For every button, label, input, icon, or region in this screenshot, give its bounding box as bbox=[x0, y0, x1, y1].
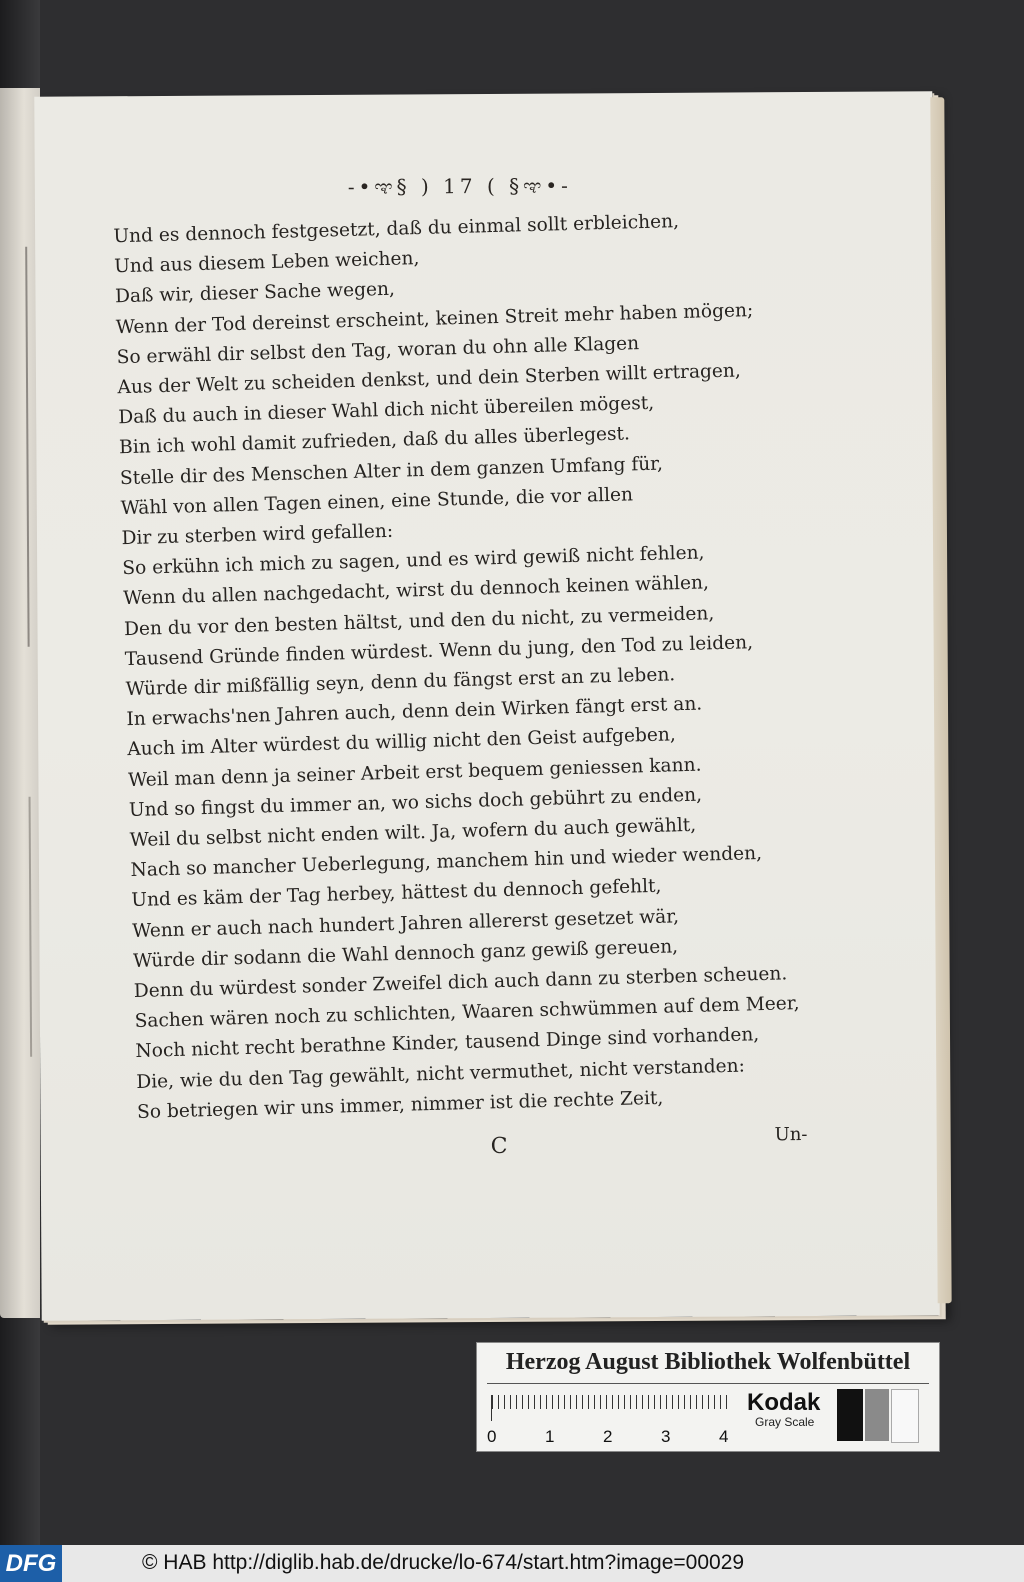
text-line: Weil du selbst nicht enden wilt. Ja, wofern du auch gewählt, bbox=[129, 814, 697, 852]
text-line: Wenn er auch nach hundert Jahren allererst gesetzet wär, bbox=[131, 905, 680, 942]
signature-mark: C bbox=[490, 1133, 508, 1159]
text-line: Wähl von allen Tagen einen, eine Stunde, die vor allen bbox=[120, 484, 634, 519]
poem-text bbox=[113, 205, 800, 1128]
text-line: Und es dennoch festgesetzt, daß du einmal sollt erbleichen, bbox=[113, 210, 680, 248]
ruler-number: 2 bbox=[603, 1427, 613, 1446]
text-line: So betriegen wir uns immer, nimmer ist die rechte Zeit, bbox=[136, 1087, 664, 1123]
text-line: Und so fingst du immer an, wo sichs doch gebührt zu enden, bbox=[128, 784, 703, 821]
white-swatch bbox=[891, 1389, 919, 1443]
catchword: Un- bbox=[774, 1124, 808, 1146]
text-line: Denn du würdest sonder Zweifel dich auch dann zu sterben scheuen. bbox=[133, 963, 788, 1003]
text-line: Den du vor den besten hältst, und den du nicht, zu vermeiden, bbox=[123, 602, 715, 640]
text-line: Und es käm der Tag herbey, hättest du dennoch gefehlt, bbox=[131, 876, 662, 912]
text-line: Bin ich wohl damit zufrieden, daß du alles überlegest. bbox=[118, 423, 631, 459]
text-line: Tausend Gründe finden würdest. Wenn du jung, den Tod zu leiden, bbox=[124, 631, 754, 670]
text-line: Dir zu sterben wird gefallen: bbox=[121, 520, 394, 550]
text-line: Daß wir, dieser Sache wegen, bbox=[114, 279, 396, 308]
text-line: Würde dir sodann die Wahl dennoch ganz gewiß gereuen, bbox=[132, 936, 679, 972]
text-line: Nach so mancher Ueberlegung, manchem hin und wieder wenden, bbox=[130, 843, 763, 882]
text-line: Wenn der Tod dereinst erscheint, keinen Streit mehr haben mögen; bbox=[115, 299, 754, 338]
gray-swatch bbox=[865, 1389, 889, 1441]
black-swatch bbox=[837, 1389, 863, 1441]
text-line: Und aus diesem Leben weichen, bbox=[113, 248, 420, 278]
text-line: Noch nicht recht berathne Kinder, tausend Dinge sind vorhanden, bbox=[135, 1024, 760, 1063]
text-line: Weil man denn ja seiner Arbeit erst bequem geniessen kann. bbox=[127, 754, 702, 791]
text-line: Sachen wären noch zu schlichten, Waaren schwümmen auf dem Meer, bbox=[134, 993, 800, 1033]
text-line: In erwachs'nen Jahren auch, denn dein Wirken fängt erst an. bbox=[126, 693, 703, 731]
book-page bbox=[34, 91, 939, 1320]
text-line: Die, wie du den Tag gewählt, nicht vermuthet, nicht verstanden: bbox=[136, 1055, 746, 1093]
text-line: Aus der Welt zu scheiden denkst, und dein Sterben willt ertragen, bbox=[117, 360, 742, 399]
text-line: So erkühn ich mich zu sagen, und es wird gewiß nicht fehlen, bbox=[122, 542, 705, 580]
text-line: Auch im Alter würdest du willig nicht den Geist aufgeben, bbox=[127, 724, 677, 761]
ruler-number: 3 bbox=[661, 1427, 671, 1446]
ruler-scale bbox=[491, 1395, 732, 1421]
ruler-number: 4 bbox=[719, 1427, 729, 1446]
text-line: Würde dir mißfällig seyn, denn du fängst erst an zu leben. bbox=[125, 664, 676, 701]
text-line: Daß du auch in dieser Wahl dich nicht übereilen mögest, bbox=[118, 392, 655, 429]
text-line: Stelle dir des Menschen Alter in dem ganzen Umfang für, bbox=[119, 453, 664, 489]
card-divider bbox=[487, 1383, 929, 1384]
footer-bar bbox=[0, 1545, 1024, 1582]
footer-credit: © HAB http://diglib.hab.de/drucke/lo-674/start.htm?image=00029 bbox=[142, 1551, 745, 1574]
text-line: So erwähl dir selbst den Tag, woran du ohn alle Klagen bbox=[116, 332, 640, 369]
page-header: -•ಞ§ ) 17 ( §ಞ•- bbox=[347, 173, 572, 199]
ruler-number: 1 bbox=[545, 1427, 555, 1446]
previous-page-edge bbox=[0, 88, 40, 1318]
dfg-logo: DFG bbox=[0, 1545, 62, 1582]
text-line: Wenn du allen nachgedacht, wirst du dennoch keinen wählen, bbox=[122, 572, 710, 610]
ruler-number: 0 bbox=[487, 1427, 497, 1446]
color-reference-card bbox=[476, 1342, 940, 1452]
gray-scale-label: Gray Scale bbox=[755, 1415, 815, 1429]
card-title: Herzog August Bibliothek Wolfenbüttel bbox=[505, 1349, 911, 1375]
kodak-logo: Kodak bbox=[747, 1389, 821, 1416]
